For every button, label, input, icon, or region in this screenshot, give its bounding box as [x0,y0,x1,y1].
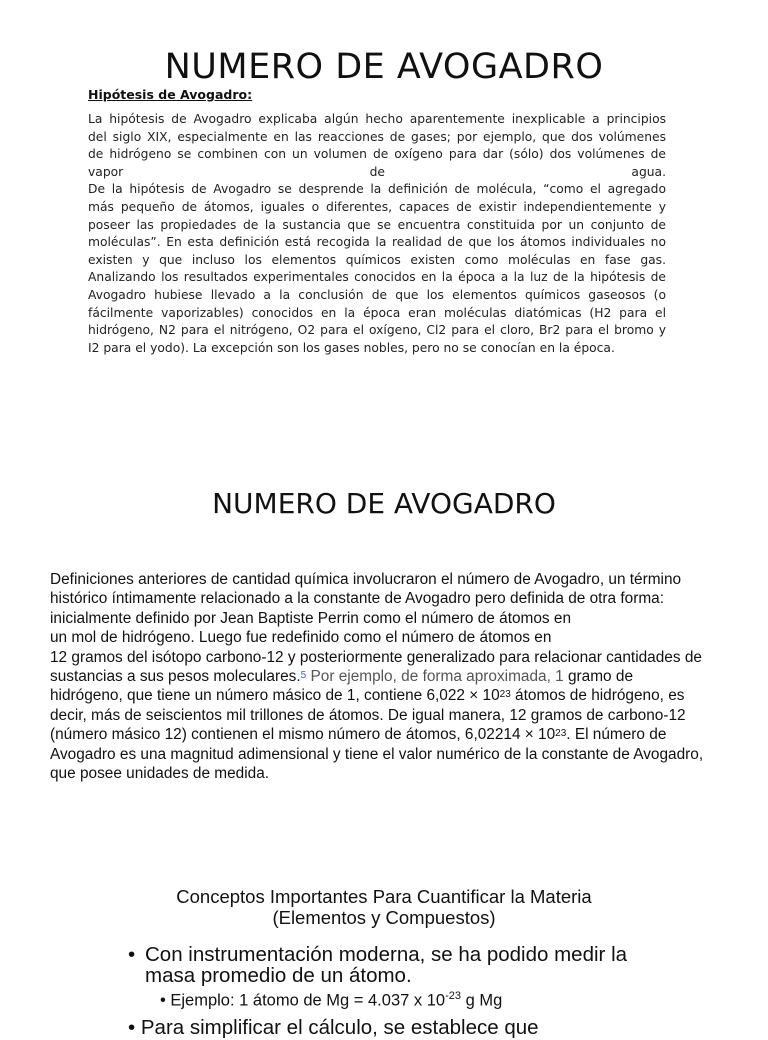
slide2-text: 12 gramos del isótopo carbono-12 y posteriormente generalizado para relacionar cantidades de sustancias a sus pesos moleculares. [50,648,702,686]
slide3-title [0,886,768,928]
slide-numero-avogadro [0,440,768,810]
slide2-text: átomos de hidrógeno, es decir, más de seiscientos mil trillones de átomos. De igual manera, 12 gramos de carbono-12 (número másico 12) contienen el mismo número de átomos, 6,02214 × 10 [50,687,686,744]
slide1-line: La hipótesis de Avogadro explicaba algún hecho aparentemente inexplicable a principios [88,112,666,126]
slide1-line: poseer las propiedades de la sustancia que se encuentra constituida por un conjunto de [88,217,666,232]
slide1-line: Analizando los resultados experimentales conocidos en la época a la luz de la hipótesis de [88,270,666,285]
slide1-line: De la hipótesis de Avogadro se desprende la definición de molécula, “como el agregado [88,182,666,197]
slide1-line: existen y que incluso los elementos químicos existen como moléculas en fase gas. [88,252,666,267]
slide1-line: vapor de agua. [88,164,666,179]
slide3-title-line: (Elementos y Compuestos) [272,907,496,928]
bullet-text: Con instrumentación moderna, se ha podido medir la masa promedio de un átomo. [145,943,628,987]
slide1-line: del siglo XIX, especialmente en las reacciones de gases; por ejemplo, que dos volúmenes [88,129,666,144]
slide1-body [88,111,666,357]
slide-conceptos [0,858,768,1039]
sub-bullet-text: • Ejemplo: 1 átomo de Mg = 4.037 x 10 [160,991,446,1010]
slide1-line: Avogadro hubiese llevado a la conclusión de que los elementos químicos gaseosos (o [88,287,666,302]
slide3-title-line: Conceptos Importantes Para Cuantificar la Materia [176,886,592,907]
slide1-title: NUMERO DE AVOGADRO [164,47,604,88]
slide2-text: un mol de hidrógeno. Luego fue redefinido como el número de átomos en [50,629,552,647]
slide2-body [50,570,710,783]
slide1-subtitle: Hipótesis de Avogadro: [88,87,253,102]
slide1-line: más pequeño de átomos, iguales o diferentes, capaces de existir independientemente y [88,199,666,214]
slide1-line: moléculas”. En esta definición está recogida la realidad de que los átomos individuales no [88,235,666,250]
slide1-line: I2 para el yodo). La excepción son los gases nobles, pero no se conocían en la época. [88,340,615,355]
slide2-title: NUMERO DE AVOGADRO [212,486,556,520]
bullet-item [128,944,648,986]
citation-link[interactable]: 5 [300,670,307,682]
slide2-text: Por ejemplo, de forma aproximada, 1 [306,668,564,686]
slide2-text: Definiciones anteriores de cantidad química involucraron el número de Avogadro, un término histórico íntimamente relacionado a la constante de Avogadro pero definida de otra forma: inicialmente definido por Jean Baptiste Perrin como el número de átomos en [50,571,682,627]
slide1-line: de hidrógeno se combinen con un volumen de oxígeno para dar (sólo) dos volúmenes de [88,147,666,162]
exponent: 23 [555,728,567,740]
exponent: 23 [499,689,511,701]
slide2-text: . El número de Avogadro es una magnitud adimensional y tiene el valor numérico de la constante de Avogadro, que posee unidades de medida. [50,726,704,783]
slide-hipotesis [0,0,768,380]
slide1-line: fácilmente vaporizables) conocidos en la época eran moléculas diatómicas (H2 para el [88,305,666,320]
slide2-text: gramo de hidrógeno, que tiene un número másico de 1, contiene 6,022 × 10 [50,668,634,705]
bullet-icon: • [128,943,136,966]
sub-bullet-item [160,990,502,1011]
exponent: -23 [445,990,461,1002]
slide1-line: hidrógeno, N2 para el nitrógeno, O2 para el oxígeno, Cl2 para el cloro, Br2 para el bromo y [88,323,666,338]
sub-bullet-text: g Mg [460,991,503,1010]
bullet-item: • Para simplificar el cálculo, se establece que [128,1016,539,1039]
